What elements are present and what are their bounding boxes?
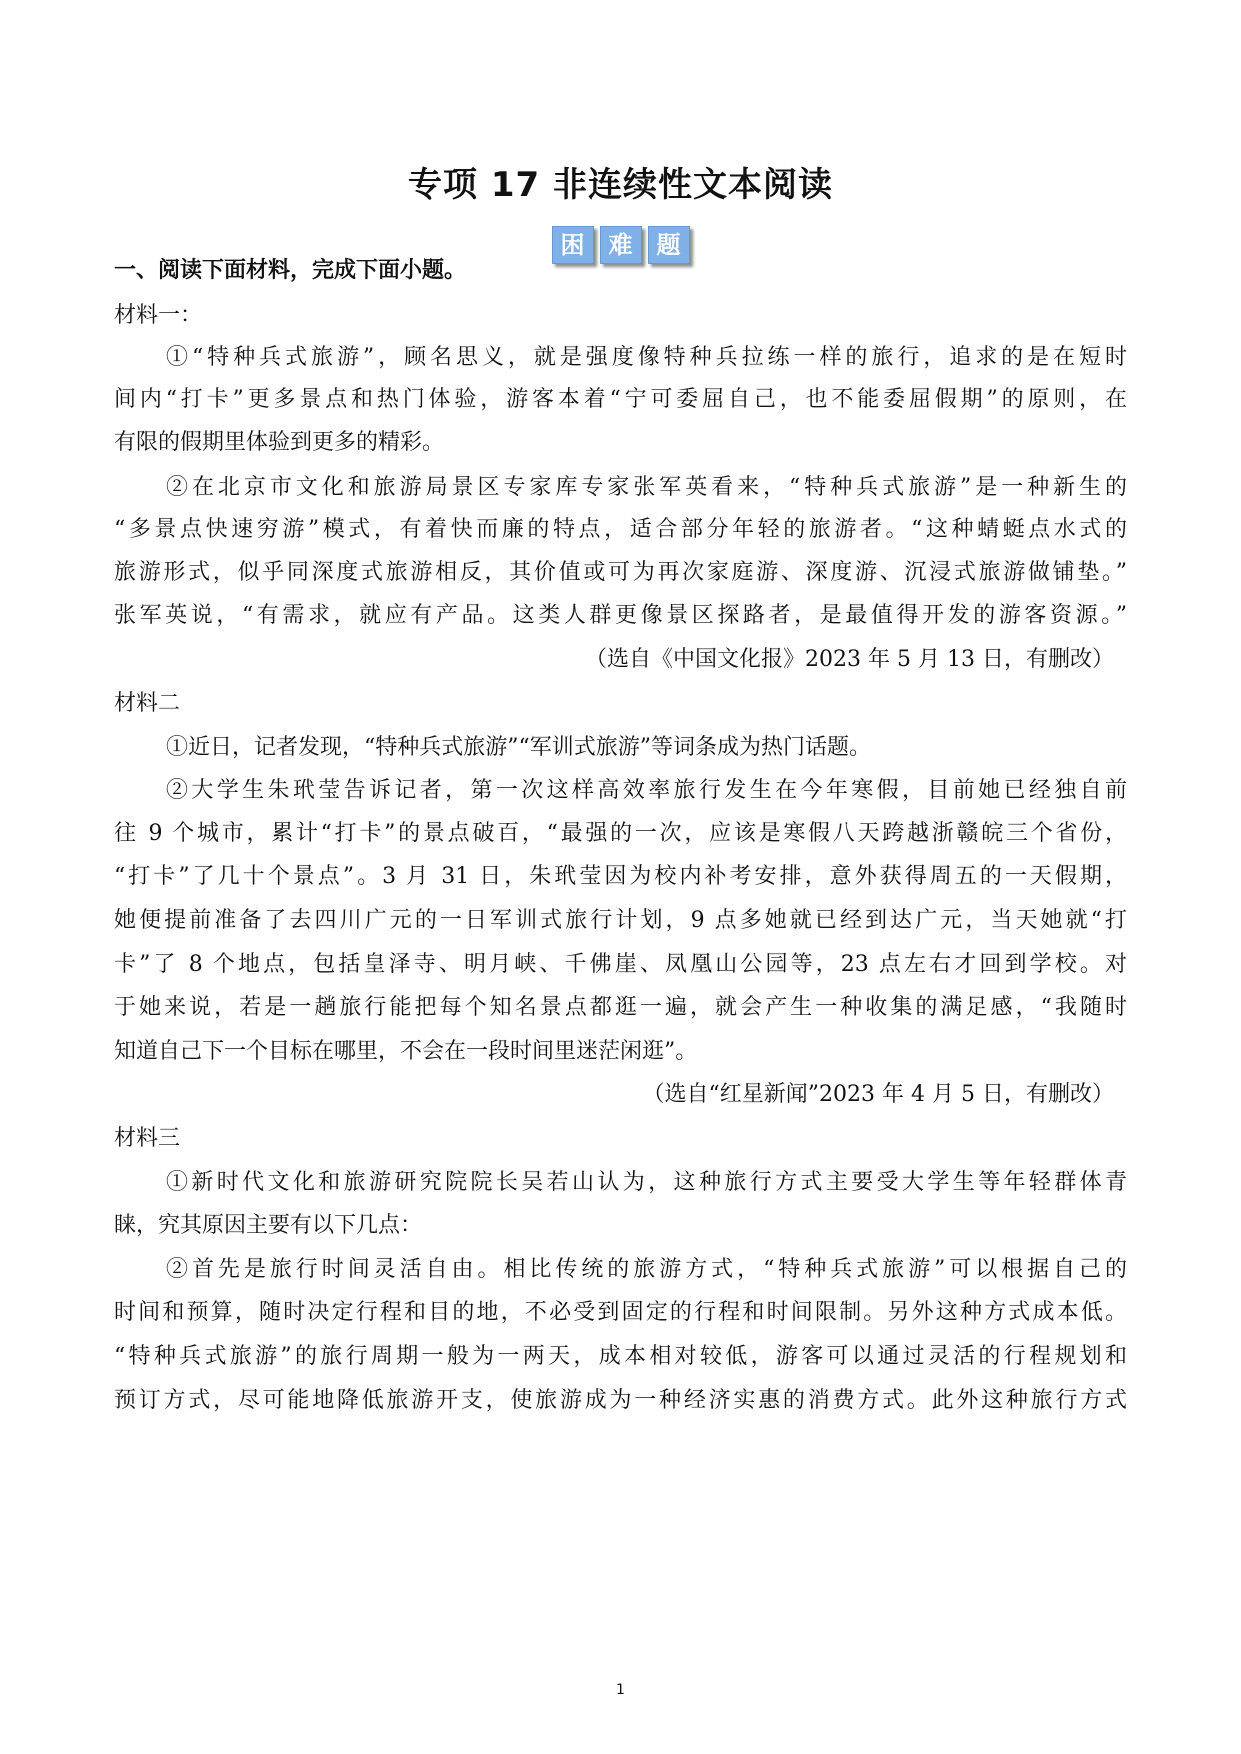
paragraph-line: 卡”了 8 个地点，包括皇泽寺、明月峡、千佛崖、凤凰山公园等，23 点左右才回到学校。对 bbox=[114, 952, 1127, 977]
difficulty-badge: 难 bbox=[600, 226, 642, 264]
paragraph-line: ②大学生朱玳莹告诉记者，第一次这样高效率旅行发生在今年寒假，目前她已经独自前 bbox=[166, 778, 1127, 803]
paragraph-line: “特种兵式旅游”的旅行周期一般为一两天，成本相对较低，游客可以通过灵活的行程规划和 bbox=[114, 1344, 1127, 1369]
source-citation: （选自“红星新闻”2023 年 4 月 5 日，有删改） bbox=[642, 1082, 1114, 1107]
material-label: 材料三 bbox=[114, 1126, 181, 1151]
paragraph-line: 预订方式，尽可能地降低旅游开支，使旅游成为一种经济实惠的消费方式。此外这种旅行方式 bbox=[114, 1388, 1127, 1413]
paragraph-line: ①新时代文化和旅游研究院院长吴若山认为，这种旅行方式主要受大学生等年轻群体青 bbox=[166, 1170, 1127, 1195]
paragraph-line: 有限的假期里体验到更多的精彩。 bbox=[114, 430, 445, 455]
difficulty-badge: 困 bbox=[552, 226, 594, 264]
paragraph-line: 睐，究其原因主要有以下几点： bbox=[114, 1213, 423, 1238]
paragraph-line: ①“特种兵式旅游”，顾名思义，就是强度像特种兵拉练一样的旅行，追求的是在短时 bbox=[166, 345, 1127, 370]
paragraph-line: 往 9 个城市，累计“打卡”的景点破百，“最强的一次，应该是寒假八天跨越浙赣皖三个省份， bbox=[114, 821, 1127, 846]
paragraph-line: 旅游形式，似乎同深度式旅游相反，其价值或可为再次家庭游、深度游、沉浸式旅游做铺垫。” bbox=[114, 560, 1127, 585]
paragraph-line: ②在北京市文化和旅游局景区专家库专家张军英看来，“特种兵式旅游”是一种新生的 bbox=[166, 475, 1127, 500]
paragraph-line: “多景点快速穷游”模式，有着快而廉的特点，适合部分年轻的旅游者。“这种蜻蜓点水式的 bbox=[114, 517, 1127, 542]
paragraph-line: ①近日，记者发现，“特种兵式旅游”“军训式旅游”等词条成为热门话题。 bbox=[166, 735, 871, 760]
page-number: 1 bbox=[616, 1682, 625, 1698]
page-title: 专项 17 非连续性文本阅读 bbox=[408, 165, 833, 205]
paragraph-line: 她便提前准备了去四川广元的一日军训式旅行计划，9 点多她就已经到达广元，当天她就“打 bbox=[114, 908, 1127, 933]
paragraph-line: 间内“打卡”更多景点和热门体验，游客本着“宁可委屈自己，也不能委屈假期”的原则，在 bbox=[114, 387, 1127, 412]
paragraph-line: 知道自己下一个目标在哪里，不会在一段时间里迷茫闲逛”。 bbox=[114, 1039, 698, 1064]
paragraph-line: 时间和预算，随时决定行程和目的地，不必受到固定的行程和时间限制。另外这种方式成本低。 bbox=[114, 1300, 1127, 1325]
question-heading: 一、阅读下面材料，完成下面小题。 bbox=[114, 258, 467, 283]
paragraph-line: 于她来说，若是一趟旅行能把每个知名景点都逛一遍，就会产生一种收集的满足感，“我随时 bbox=[114, 995, 1127, 1020]
paragraph-line: “打卡”了几十个景点”。3 月 31 日，朱玳莹因为校内补考安排，意外获得周五的一天假期， bbox=[114, 864, 1127, 889]
paragraph-line: ②首先是旅行时间灵活自由。相比传统的旅游方式，“特种兵式旅游”可以根据自己的 bbox=[166, 1257, 1127, 1282]
source-citation: （选自《中国文化报》2023 年 5 月 13 日，有删改） bbox=[585, 647, 1114, 672]
difficulty-badge: 题 bbox=[648, 226, 690, 264]
material-label: 材料二 bbox=[114, 691, 181, 716]
material-label: 材料一： bbox=[114, 303, 203, 328]
paragraph-line: 张军英说，“有需求，就应有产品。这类人群更像景区探路者，是最值得开发的游客资源。” bbox=[114, 603, 1127, 628]
